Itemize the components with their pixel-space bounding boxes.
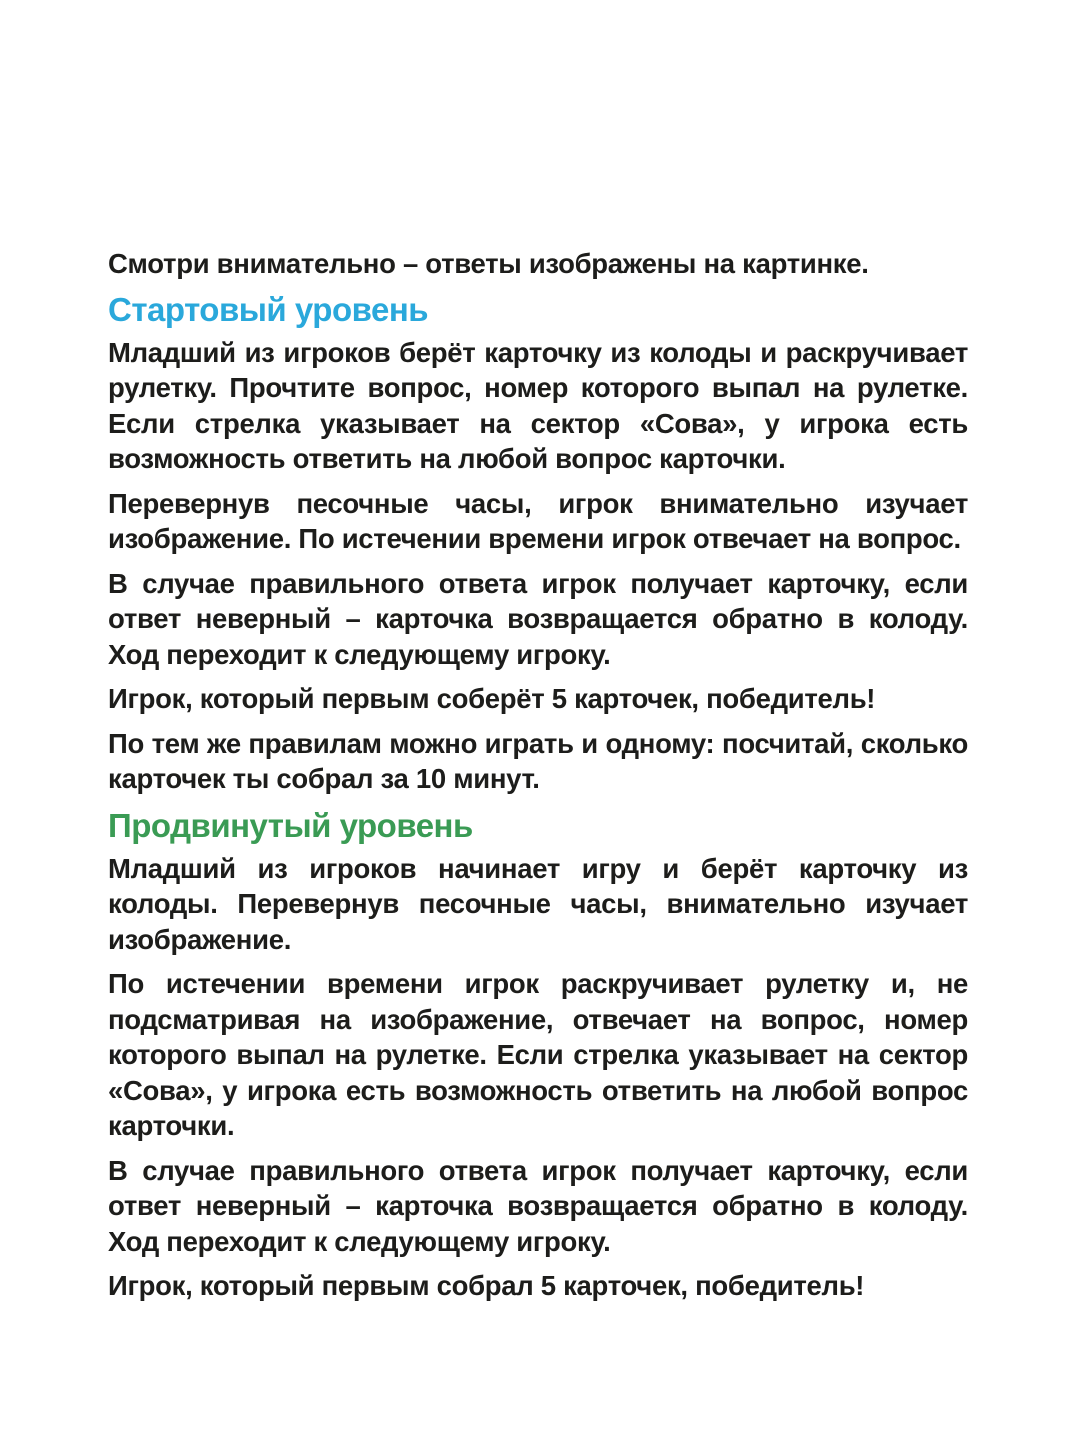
start-level-heading: Стартовый уровень	[108, 290, 429, 328]
advanced-paragraph-1: Младший из игроков начинает игру и берёт карточку из колоды. Перевернув песочные часы, внимательно изучает изображение.	[108, 852, 968, 955]
section-advanced-level	[108, 806, 968, 1304]
advanced-paragraph-2: По истечении времени игрок раскручивает рулетку и, не подсматривая на изображение, отвечает на вопрос, номер которого выпал на рулетке. Если стрелка указывает на сектор «Сова», у игрока есть возможность ответить на любой вопрос карточки.	[108, 968, 968, 1141]
start-paragraph-3: В случае правильного ответа игрок получает карточку, если ответ неверный – карточка возвращается обратно в колоду. Ход переходит к следующему игроку.	[108, 567, 968, 670]
advanced-paragraph-3: В случае правильного ответа игрок получает карточку, если ответ неверный – карточка возвращается обратно в колоду. Ход переходит к следующему игроку.	[108, 1154, 968, 1257]
start-paragraph-2: Перевернув песочные часы, игрок внимательно изучает изображение. По истечении времени игрок отвечает на вопрос.	[108, 487, 968, 554]
advanced-paragraph-4: Игрок, который первым собрал 5 карточек, победитель!	[108, 1270, 865, 1301]
start-paragraph-5: По тем же правилам можно играть и одному: посчитай, сколько карточек ты собрал за 10 минут.	[108, 727, 968, 794]
start-paragraph-1: Младший из игроков берёт карточку из колоды и раскручивает рулетку. Прочтите вопрос, номер которого выпал на рулетке. Если стрелка указывает на сектор «Сова», у игрока есть возможность ответить на любой вопрос карточки.	[108, 336, 968, 474]
section-start-level	[108, 290, 968, 797]
rules-page	[108, 246, 968, 1313]
start-paragraph-4: Игрок, который первым соберёт 5 карточек, победитель!	[108, 683, 876, 714]
intro-text: Смотри внимательно – ответы изображены на картинке.	[108, 248, 869, 279]
advanced-level-heading: Продвинутый уровень	[108, 806, 473, 844]
